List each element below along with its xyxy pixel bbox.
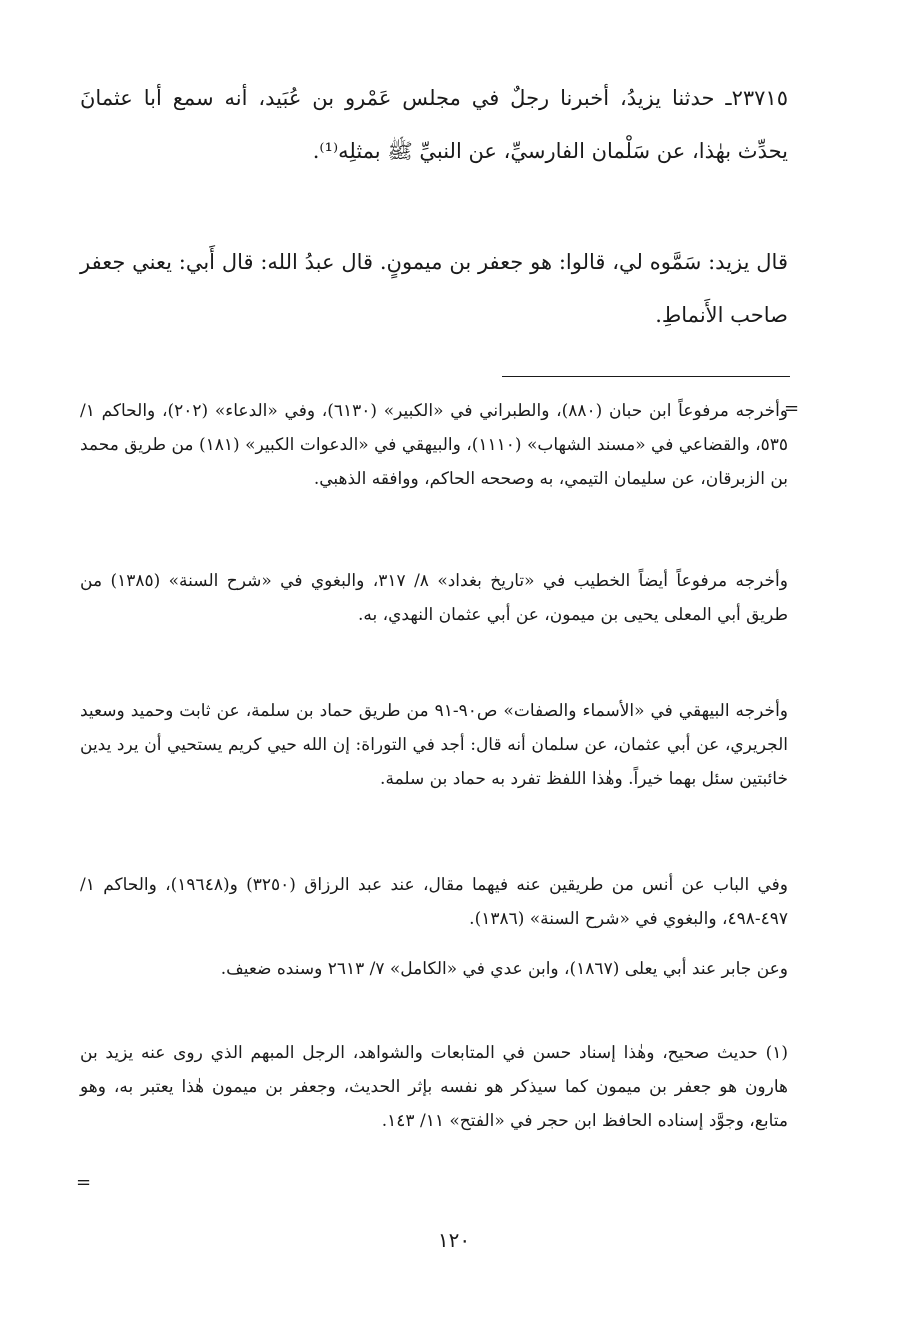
- hadith-text: ٢٣٧١٥ـ حدثنا يزيدُ، أخبرنا رجلٌ في مجلس عَمْرو بن عُبَيد، أنه سمع أبا عثمانَ يحدِّث بهٰذا، عن سَلْمان الفارسيِّ، عن النبيِّ ﷺ بمثلِه⁽¹⁾.: [80, 86, 788, 163]
- footnote-end-mark: =: [76, 1172, 92, 1193]
- page-number: ١٢٠: [437, 1228, 471, 1252]
- footnote-paragraph-6: (١) حديث صحيح، وهٰذا إسناد حسن في المتابعات والشواهد، الرجل المبهم الذي روى عنه يزيد بن هارون هو جعفر بن ميمون كما سيذكر هو نفسه بإثر الحديث، وجعفر بن ميمون هٰذا يعتبر به، وهو متابع، وجوَّد إسناده الحافظ ابن حجر في «الفتح» ١١/ ١٤٣.: [80, 1043, 788, 1131]
- narrator-note: قال يزيد: سَمَّوه لي، قالوا: هو جعفر بن ميمونٍ. قال عبدُ الله: قال أَبي: يعني جعفر صاحب الأَنماطِ.: [80, 250, 788, 327]
- footnote-divider: [502, 376, 790, 377]
- footnote-paragraph-5: وعن جابر عند أبي يعلى (١٨٦٧)، وابن عدي في «الكامل» ٧/ ٢٦١٣ وسنده ضعيف.: [220, 959, 788, 979]
- footnote-paragraph-3: وأخرجه البيهقي في «الأسماء والصفات» ص٩٠-٩١ من طريق حماد بن سلمة، عن ثابت وحميد وسعيد الجريري، عن أبي عثمان، عن سلمان أنه قال: أجد في التوراة: إن الله حيي كريم يستحيي أن يرد يدين خائبتين سئل بهما خيراً. وهٰذا اللفظ تفرد به حماد بن سلمة.: [80, 701, 788, 789]
- footnote-paragraph-1: وأخرجه مرفوعاً ابن حبان (٨٨٠)، والطبراني في «الكبير» (٦١٣٠)، وفي «الدعاء» (٢٠٢)، والحاكم ١/ ٥٣٥، والقضاعي في «مسند الشهاب» (١١١٠)، والبيهقي في «الدعوات الكبير» (١٨١) من طريق محمد بن الزبرقان، عن سليمان التيمي، به وصححه الحاكم، ووافقه الذهبي.: [80, 401, 789, 489]
- footnote-continuation-mark: =: [784, 398, 800, 419]
- footnote-paragraph-4: وفي الباب عن أنس من طريقين عنه فيهما مقال، عند عبد الرزاق (٣٢٥٠) و(١٩٦٤٨)، والحاكم ١/ ٤٩٧-٤٩٨، والبغوي في «شرح السنة» (١٣٨٦).: [80, 875, 788, 929]
- footnote-paragraph-2: وأخرجه مرفوعاً أيضاً الخطيب في «تاريخ بغداد» ٨/ ٣١٧، والبغوي في «شرح السنة» (١٣٨٥) من طريق أبي المعلى يحيى بن ميمون، عن أبي عثمان النهدي، به.: [80, 571, 788, 625]
